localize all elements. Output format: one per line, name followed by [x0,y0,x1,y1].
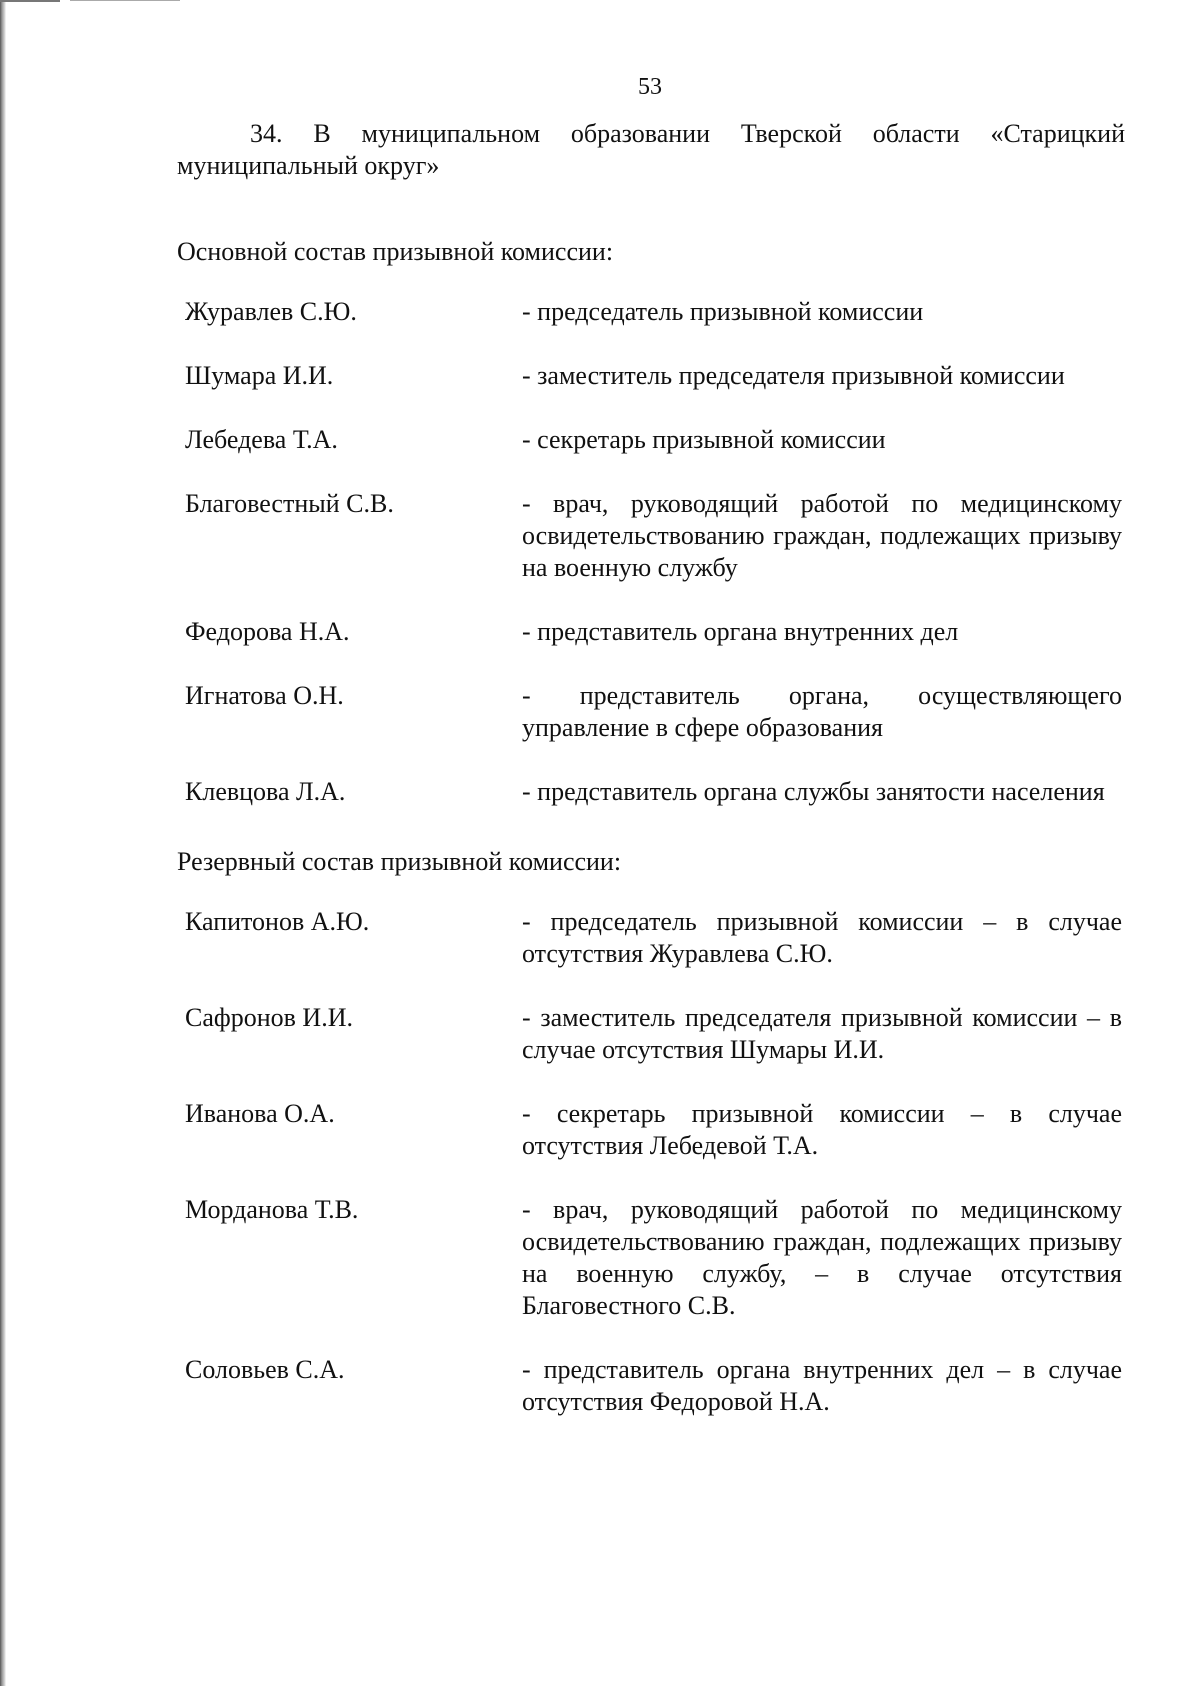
member-row [177,906,1125,970]
member-name: Иванова О.А. [185,1099,335,1128]
member-name: Капитонов А.Ю. [185,907,370,936]
member-row [177,1098,1125,1162]
member-role: - председатель призывной комиссии [522,297,924,326]
member-role: - представитель органа внутренних дел [522,617,959,646]
member-name: Клевцова Л.А. [185,777,346,806]
main-members-list [177,296,1125,808]
page-number: 53 [638,74,662,100]
member-name: Морданова Т.В. [185,1195,359,1224]
member-role: - секретарь призывной комиссии [522,425,886,454]
intro-paragraph: 34. В муниципальном образовании Тверской области «Старицкий муниципальный округ» [177,119,1125,180]
member-row [177,360,1125,392]
member-row [177,488,1125,584]
member-name: Журавлев С.Ю. [185,297,357,326]
member-role: - секретарь призывной комиссии – в случае отсутствия Лебедевой Т.А. [522,1099,1122,1160]
document-body [177,118,1125,1418]
member-role: - представитель органа, осуществляющего управление в сфере образования [522,681,1122,742]
reserve-members-list [177,906,1125,1418]
member-row [177,296,1125,328]
scan-artifact [70,0,180,1]
member-row [177,1002,1125,1066]
page-edge-shadow [0,0,6,1686]
member-role: - председатель призывной комиссии – в случае отсутствия Журавлева С.Ю. [522,907,1122,968]
member-role: - представитель органа службы занятости населения [522,777,1105,806]
member-name: Лебедева Т.А. [185,425,338,454]
member-row [177,1354,1125,1418]
member-role: - врач, руководящий работой по медицинскому освидетельствованию граждан, подлежащих призыву на военную службу, – в случае отсутствия Благовестного С.В. [522,1195,1122,1320]
member-name: Сафронов И.И. [185,1003,353,1032]
member-role: - представитель органа внутренних дел – в случае отсутствия Федоровой Н.А. [522,1355,1122,1416]
member-name: Игнатова О.Н. [185,681,344,710]
member-row [177,1194,1125,1322]
member-row [177,680,1125,744]
member-name: Благовестный С.В. [185,489,394,518]
member-name: Федорова Н.А. [185,617,350,646]
member-role: - заместитель председателя призывной комиссии – в случае отсутствия Шумары И.И. [522,1003,1122,1064]
member-row [177,424,1125,456]
main-section-title: Основной состав призывной комиссии: [177,237,614,266]
member-name: Шумара И.И. [185,361,334,390]
member-row [177,616,1125,648]
member-role: - врач, руководящий работой по медицинскому освидетельствованию граждан, подлежащих призыву на военную службу [522,489,1122,582]
member-row [177,776,1125,808]
member-role: - заместитель председателя призывной комиссии [522,361,1065,390]
member-name: Соловьев С.А. [185,1355,345,1384]
scan-artifact [0,0,60,2]
reserve-section-title: Резервный состав призывной комиссии: [177,847,622,876]
